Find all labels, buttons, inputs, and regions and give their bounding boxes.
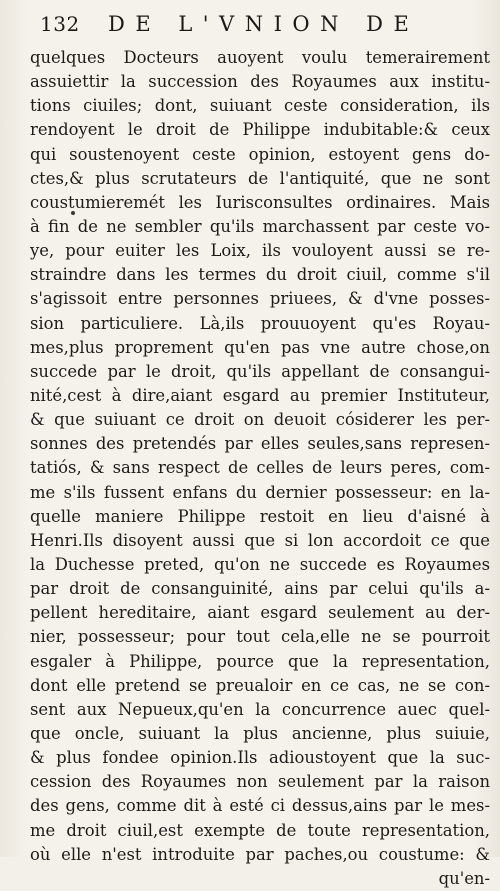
text-line: s'agissoit entre personnes priuees, & d'vne posses-: [30, 289, 490, 309]
text-line: nité,cest à dire,aiant esgard au premier Instituteur,: [30, 385, 490, 405]
text-line: sonnes des pretendés par elles seules,sans represen-: [30, 434, 490, 454]
body-text: [30, 46, 490, 891]
text-line: me s'ils fussent enfans du dernier possesseur: en la-: [30, 482, 490, 502]
text-line: & que suiuant ce droit on deuoit cósiderer les per-: [30, 410, 490, 430]
text-line: rendoyent le droit de Philippe indubitable:& ceux: [30, 120, 490, 140]
text-line: à fin de ne sembler qu'ils marchassent par ceste vo-: [30, 216, 490, 236]
text-line: dont elle pretend se preualoir en ce cas, ne se con-: [30, 675, 490, 695]
text-line: ye, pour euiter les Loix, ils vouloyent aussi se re-: [30, 241, 490, 261]
page-number: 132: [40, 12, 80, 36]
text-line: la Duchesse preted, qu'on ne succede es Royaumes: [30, 554, 490, 574]
text-line: que oncle, suiuant la plus ancienne, plus suiuie,: [30, 723, 490, 743]
text-line: des gens, comme dit à esté ci dessus,ains par le mes-: [30, 796, 490, 816]
running-head: DE L'VNION DE: [108, 12, 420, 36]
text-line: nier, possesseur; pour tout cela,elle ne se pourroit: [30, 627, 490, 647]
text-line: succede par le droit, qu'ils appellant de consangui-: [30, 361, 490, 381]
page-header: [0, 12, 500, 42]
text-line: assuiettir la succession des Royaumes aux institu-: [30, 72, 490, 92]
text-line: coustumieremét les Iurisconsultes ordinaires. Mais: [30, 192, 490, 212]
text-line: cession des Royaumes non seulement par la raison: [30, 772, 490, 792]
text-line: me droit ciuil,est exempte de toute representation,: [30, 820, 490, 840]
text-line: par droit de consanguinité, ains par celui qu'ils a-: [30, 579, 490, 599]
text-line: ctes,& plus scrutateurs de l'antiquité, que ne sont: [30, 168, 490, 188]
text-line: & plus fondee opinion.Ils adioustoyent que la suc-: [30, 748, 490, 768]
text-line: où elle n'est introduite par paches,ou coustume: &: [30, 844, 490, 864]
text-line: tatiós, & sans respect de celles de leurs peres, com-: [30, 458, 490, 478]
text-line: sent aux Nepueux,qu'en la concurrence auec quel-: [30, 699, 490, 719]
text-line: quelques Docteurs auoyent voulu temerairement: [30, 48, 490, 67]
catchword: qu'en-: [438, 868, 490, 888]
text-line: mes,plus proprement qu'en pas vne autre chose,on: [30, 337, 490, 357]
text-line: straindre dans les termes du droit ciuil, comme s'il: [30, 265, 490, 285]
text-line: tions ciuiles; dont, suiuant ceste consideration, ils: [30, 96, 490, 116]
text-line: qui soustenoyent ceste opinion, estoyent gens do-: [30, 144, 490, 164]
text-line: esgaler à Philippe, pource que la representation,: [30, 651, 490, 671]
text-line: Henri.Ils disoyent aussi que si lon accordoit ce que: [30, 530, 490, 550]
text-line: sion particuliere. Là,ils prouuoyent qu'es Royau-: [30, 313, 490, 333]
text-line: pellent hereditaire, aiant esgard seulement au der-: [30, 603, 490, 623]
text-line: quelle maniere Philippe restoit en lieu d'aisné à: [30, 506, 490, 526]
